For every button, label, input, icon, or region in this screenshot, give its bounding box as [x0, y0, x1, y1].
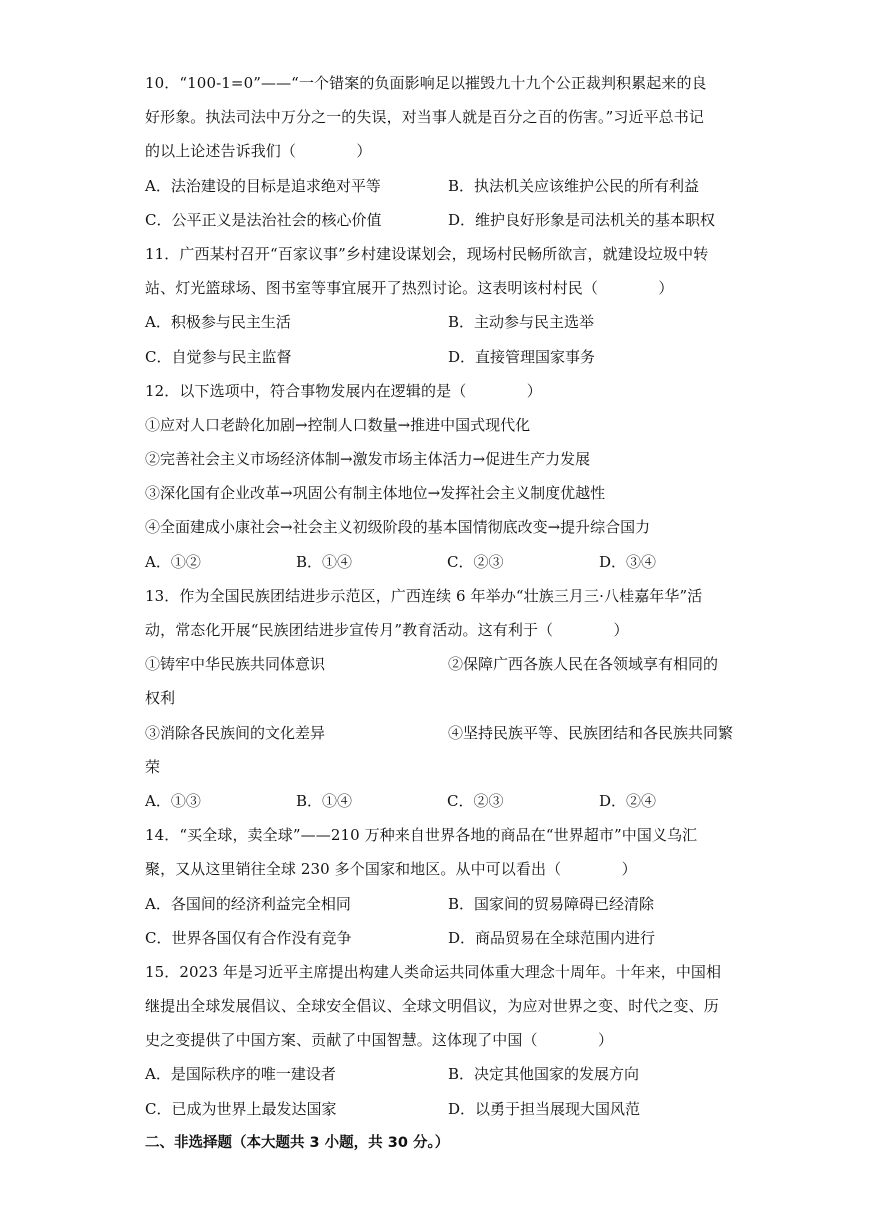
question-stem-line: 好形象。执法司法中万分之一的失误，对当事人就是百分之百的伤害。”习近平总书记 [145, 108, 704, 127]
statement-row [145, 647, 730, 681]
option-d: D．以勇于担当展现大国风范 [448, 1099, 641, 1118]
option-a: A．①② [145, 552, 201, 571]
statement-item: ①应对人口老龄化加剧→控制人口数量→推进中国式现代化 [145, 415, 531, 434]
option-c: C．②③ [447, 552, 504, 571]
option-row [145, 784, 730, 818]
option-b: B．决定其他国家的发展方向 [448, 1065, 640, 1084]
option-c: C．公平正义是法治社会的核心价值 [145, 210, 382, 229]
question-14 [145, 818, 730, 955]
option-row [145, 305, 730, 339]
option-c: C．世界各国仅有合作没有竞争 [145, 928, 352, 947]
option-b: B．①④ [296, 791, 353, 810]
option-row [145, 887, 730, 921]
statement-item: ①铸牢中华民族共同体意识 [145, 655, 326, 674]
option-c: C．②③ [447, 791, 504, 810]
question-stem-line: 11．广西某村召开“百家议事”乡村建设谋划会，现场村民畅所欲言，就建设垃圾中转 [145, 244, 709, 263]
statement-continuation: 荣 [145, 757, 161, 776]
question-11 [145, 237, 730, 374]
option-a: A．法治建设的目标是追求绝对平等 [145, 176, 381, 195]
option-row [145, 1092, 730, 1126]
option-a: A．积极参与民主生活 [145, 313, 291, 332]
statement-item: ③深化国有企业改革→巩固公有制主体地位→发挥社会主义制度优越性 [145, 484, 606, 503]
statement-item: ②保障广西各族人民在各领域享有相同的 [448, 655, 719, 674]
option-a: A．是国际秩序的唯一建设者 [145, 1065, 336, 1084]
question-stem-line: 聚，又从这里销往全球 230 多个国家和地区。从中可以看出（ ） [145, 860, 637, 879]
question-12 [145, 374, 730, 579]
statement-item: ③消除各民族间的文化差异 [145, 723, 326, 742]
statement-item: ④坚持民族平等、民族团结和各民族共同繁 [448, 723, 734, 742]
option-b: B．国家间的贸易障碍已经清除 [448, 894, 655, 913]
option-b: B．①④ [296, 552, 353, 571]
option-row [145, 545, 730, 579]
section-heading: 二、非选择题（本大题共 3 小题，共 30 分。） [145, 1134, 450, 1151]
question-stem-line: 12．以下选项中，符合事物发展内在逻辑的是（ ） [145, 381, 542, 400]
statement-item: ②完善社会主义市场经济体制→激发市场主体活力→促进生产力发展 [145, 450, 591, 469]
option-a: A．①③ [145, 791, 201, 810]
option-row [145, 203, 730, 237]
statement-continuation: 权利 [145, 689, 176, 708]
option-b: B．主动参与民主选举 [448, 313, 595, 332]
question-stem-line: 14．“买全球，卖全球”——210 万种来自世界各地的商品在“世界超市”中国义乌汇 [145, 826, 698, 845]
option-row [145, 921, 730, 955]
exam-content [145, 66, 734, 1160]
statement-row [145, 716, 734, 750]
option-d: D．②④ [599, 791, 657, 810]
question-15 [145, 955, 730, 1126]
option-c: C．自觉参与民主监督 [145, 347, 292, 366]
option-d: D．维护良好形象是司法机关的基本职权 [448, 210, 716, 229]
question-stem-line: 13．作为全国民族团结进步示范区，广西连续 6 年举办“壮族三月三·八桂嘉年华”活 [145, 586, 703, 605]
option-a: A．各国间的经济利益完全相同 [145, 894, 351, 913]
question-stem-line: 继提出全球发展倡议、全球安全倡议、全球文明倡议，为应对世界之变、时代之变、历 [145, 997, 719, 1016]
option-row [145, 169, 730, 203]
question-13 [145, 579, 734, 818]
question-stem-line: 史之变提供了中国方案、贡献了中国智慧。这体现了中国（ ） [145, 1031, 614, 1050]
option-d: D．直接管理国家事务 [448, 347, 596, 366]
option-d: D．③④ [599, 552, 657, 571]
question-stem-line: 15．2023 年是习近平主席提出构建人类命运共同体重大理念十周年。十年来，中国相 [145, 962, 722, 981]
statement-item: ④全面建成小康社会→社会主义初级阶段的基本国情彻底改变→提升综合国力 [145, 518, 651, 537]
question-stem-line: 动，常态化开展“民族团结进步宣传月”教育活动。这有利于（ ） [145, 621, 629, 639]
option-b: B．执法机关应该维护公民的所有利益 [448, 176, 700, 195]
option-row [145, 340, 730, 374]
question-stem-line: 站、灯光篮球场、图书室等事宜展开了热烈讨论。这表明该村村民（ ） [145, 279, 674, 298]
option-c: C．已成为世界上最发达国家 [145, 1099, 337, 1118]
question-10 [145, 66, 730, 237]
question-stem-line: 10．“100-1=0”——“一个错案的负面影响足以摧毁九十九个公正裁判积累起来的良 [145, 74, 707, 92]
question-stem-line: 的以上论述告诉我们（ ） [145, 142, 372, 161]
option-d: D．商品贸易在全球范围内进行 [448, 928, 656, 947]
option-row [145, 1057, 730, 1091]
